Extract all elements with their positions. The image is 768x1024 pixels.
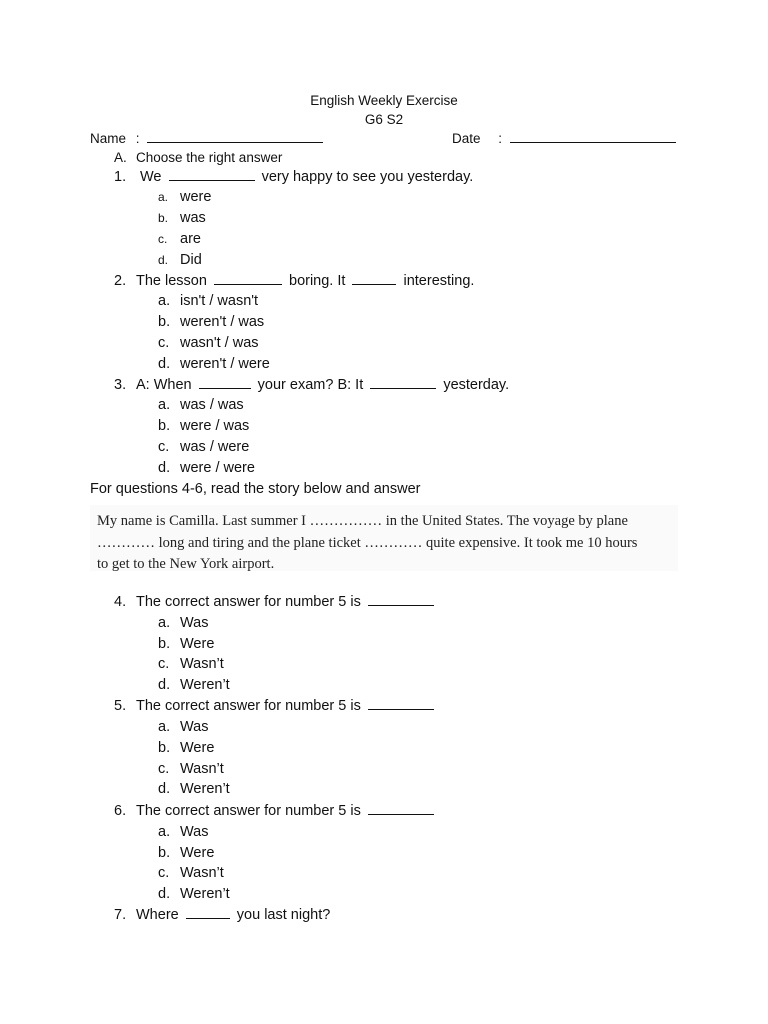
option-letter: b. (158, 636, 171, 652)
option-text: are (180, 231, 201, 247)
option-text: was (180, 210, 206, 226)
question-2 (114, 273, 474, 289)
date-field[interactable] (452, 131, 676, 146)
option-text: were (180, 189, 212, 205)
answer-blank[interactable] (370, 388, 436, 389)
option-text: wasn't / was (180, 335, 259, 351)
option-text: Weren’t (180, 781, 230, 797)
question-text: We (140, 169, 162, 185)
option-letter: c. (158, 335, 170, 351)
option-letter: c. (158, 761, 170, 777)
option-letter: d. (158, 356, 171, 372)
name-colon: : (135, 131, 140, 146)
option-text: Wasn’t (180, 656, 224, 672)
option-letter: d. (158, 253, 169, 267)
worksheet-subtitle: G6 S2 (364, 112, 404, 127)
option-text: weren't / were (180, 356, 270, 372)
answer-blank[interactable] (368, 709, 434, 710)
option-letter: b. (158, 845, 171, 861)
date-colon: : (498, 131, 503, 146)
question-5 (114, 698, 434, 714)
option-4a[interactable] (158, 615, 208, 631)
option-text: was / were (180, 439, 250, 455)
option-4c[interactable] (158, 656, 224, 672)
question-text: The correct answer for number 5 is (136, 594, 361, 610)
option-text: Did (180, 252, 202, 268)
option-text: Wasn’t (180, 865, 224, 881)
question-text: you last night? (236, 907, 331, 923)
option-letter: a. (158, 615, 171, 631)
option-1b[interactable] (158, 210, 206, 226)
question-number: 7. (114, 907, 127, 923)
option-text: Was (180, 719, 209, 735)
story-text: long and tiring and the plane ticket (158, 534, 361, 551)
worksheet-title: English Weekly Exercise (310, 93, 458, 108)
name-label: Name (90, 131, 127, 146)
option-2c[interactable] (158, 335, 259, 351)
question-text: The lesson (136, 273, 207, 289)
option-5d[interactable] (158, 781, 230, 797)
option-letter: c. (158, 865, 170, 881)
option-6a[interactable] (158, 824, 208, 840)
reading-intro: For questions 4-6, read the story below and answer (90, 481, 421, 497)
question-text: A: When (136, 377, 192, 393)
option-text: Wasn’t (180, 761, 224, 777)
section-instruction: Choose the right answer (136, 150, 283, 165)
option-text: Weren’t (180, 677, 230, 693)
answer-blank[interactable] (214, 284, 282, 285)
option-5a[interactable] (158, 719, 208, 735)
option-letter: a. (158, 824, 171, 840)
option-5b[interactable] (158, 740, 214, 756)
option-letter: d. (158, 781, 171, 797)
option-3d[interactable] (158, 460, 255, 476)
option-text: Weren’t (180, 886, 230, 902)
question-text: boring. It (289, 273, 346, 289)
option-letter: c. (158, 232, 168, 246)
question-text: your exam? B: It (257, 377, 364, 393)
option-5c[interactable] (158, 761, 224, 777)
option-letter: b. (158, 740, 171, 756)
story-passage (90, 505, 678, 571)
option-1c[interactable] (158, 231, 201, 247)
option-2a[interactable] (158, 293, 258, 309)
option-text: Was (180, 615, 209, 631)
story-line-2 (97, 533, 678, 555)
option-4d[interactable] (158, 677, 230, 693)
option-2b[interactable] (158, 314, 264, 330)
option-6d[interactable] (158, 886, 230, 902)
option-text: isn't / wasn't (180, 293, 259, 309)
option-text: was / was (180, 397, 244, 413)
name-blank[interactable] (147, 142, 323, 143)
question-text: interesting. (403, 273, 475, 289)
question-1 (114, 169, 473, 185)
option-3a[interactable] (158, 397, 244, 413)
question-number: 5. (114, 698, 127, 714)
name-field[interactable] (90, 131, 323, 146)
question-number: 6. (114, 803, 127, 819)
option-text: Were (180, 845, 215, 861)
option-letter: b. (158, 314, 171, 330)
story-text: in the United States. The voyage by plane (385, 513, 628, 529)
question-3 (114, 377, 509, 393)
option-letter: a. (158, 719, 171, 735)
story-line-1 (97, 511, 678, 533)
question-text: very happy to see you yesterday. (261, 169, 474, 185)
story-text: quite expensive. It took me 10 hours (426, 534, 638, 551)
question-number: 2. (114, 273, 127, 289)
answer-blank[interactable] (199, 388, 251, 389)
option-letter: d. (158, 886, 171, 902)
section-letter: A. (114, 150, 127, 165)
option-3c[interactable] (158, 439, 249, 455)
option-1d[interactable] (158, 252, 202, 268)
option-letter: b. (158, 418, 171, 434)
option-text: weren't / was (180, 314, 265, 330)
question-number: 3. (114, 377, 127, 393)
option-text: were / was (180, 418, 250, 434)
answer-blank[interactable] (169, 180, 255, 181)
story-blank: ………… (97, 534, 155, 551)
option-2d[interactable] (158, 356, 270, 372)
option-letter: a. (158, 397, 171, 413)
story-blank: …………… (309, 513, 383, 529)
option-letter: b. (158, 211, 169, 225)
story-text: My name is Camilla. Last summer I (97, 513, 307, 529)
option-text: Were (180, 740, 215, 756)
answer-blank[interactable] (368, 814, 434, 815)
option-letter: a. (158, 190, 169, 204)
answer-blank[interactable] (186, 918, 230, 919)
story-line-3: to get to the New York airport. (97, 556, 275, 572)
option-1a[interactable] (158, 189, 211, 205)
option-letter: c. (158, 439, 170, 455)
option-text: Was (180, 824, 209, 840)
option-6c[interactable] (158, 865, 224, 881)
option-letter: a. (158, 293, 171, 309)
section-a-heading (114, 150, 282, 165)
question-text: yesterday. (443, 377, 510, 393)
question-text: Where (136, 907, 179, 923)
question-text: The correct answer for number 5 is (136, 698, 361, 714)
answer-blank[interactable] (368, 605, 434, 606)
option-letter: c. (158, 656, 170, 672)
question-6 (114, 803, 434, 819)
date-blank[interactable] (510, 142, 676, 143)
question-4 (114, 594, 434, 610)
option-text: Were (180, 636, 215, 652)
date-label: Date (452, 131, 481, 146)
option-text: were / were (180, 460, 255, 476)
option-letter: d. (158, 460, 171, 476)
option-3b[interactable] (158, 418, 249, 434)
option-letter: d. (158, 677, 171, 693)
story-blank: ………… (364, 534, 423, 551)
question-number: 1. (114, 169, 127, 185)
question-text: The correct answer for number 5 is (136, 803, 361, 819)
option-6b[interactable] (158, 845, 214, 861)
question-7 (114, 907, 330, 923)
option-4b[interactable] (158, 636, 214, 652)
question-number: 4. (114, 594, 127, 610)
answer-blank[interactable] (352, 284, 396, 285)
